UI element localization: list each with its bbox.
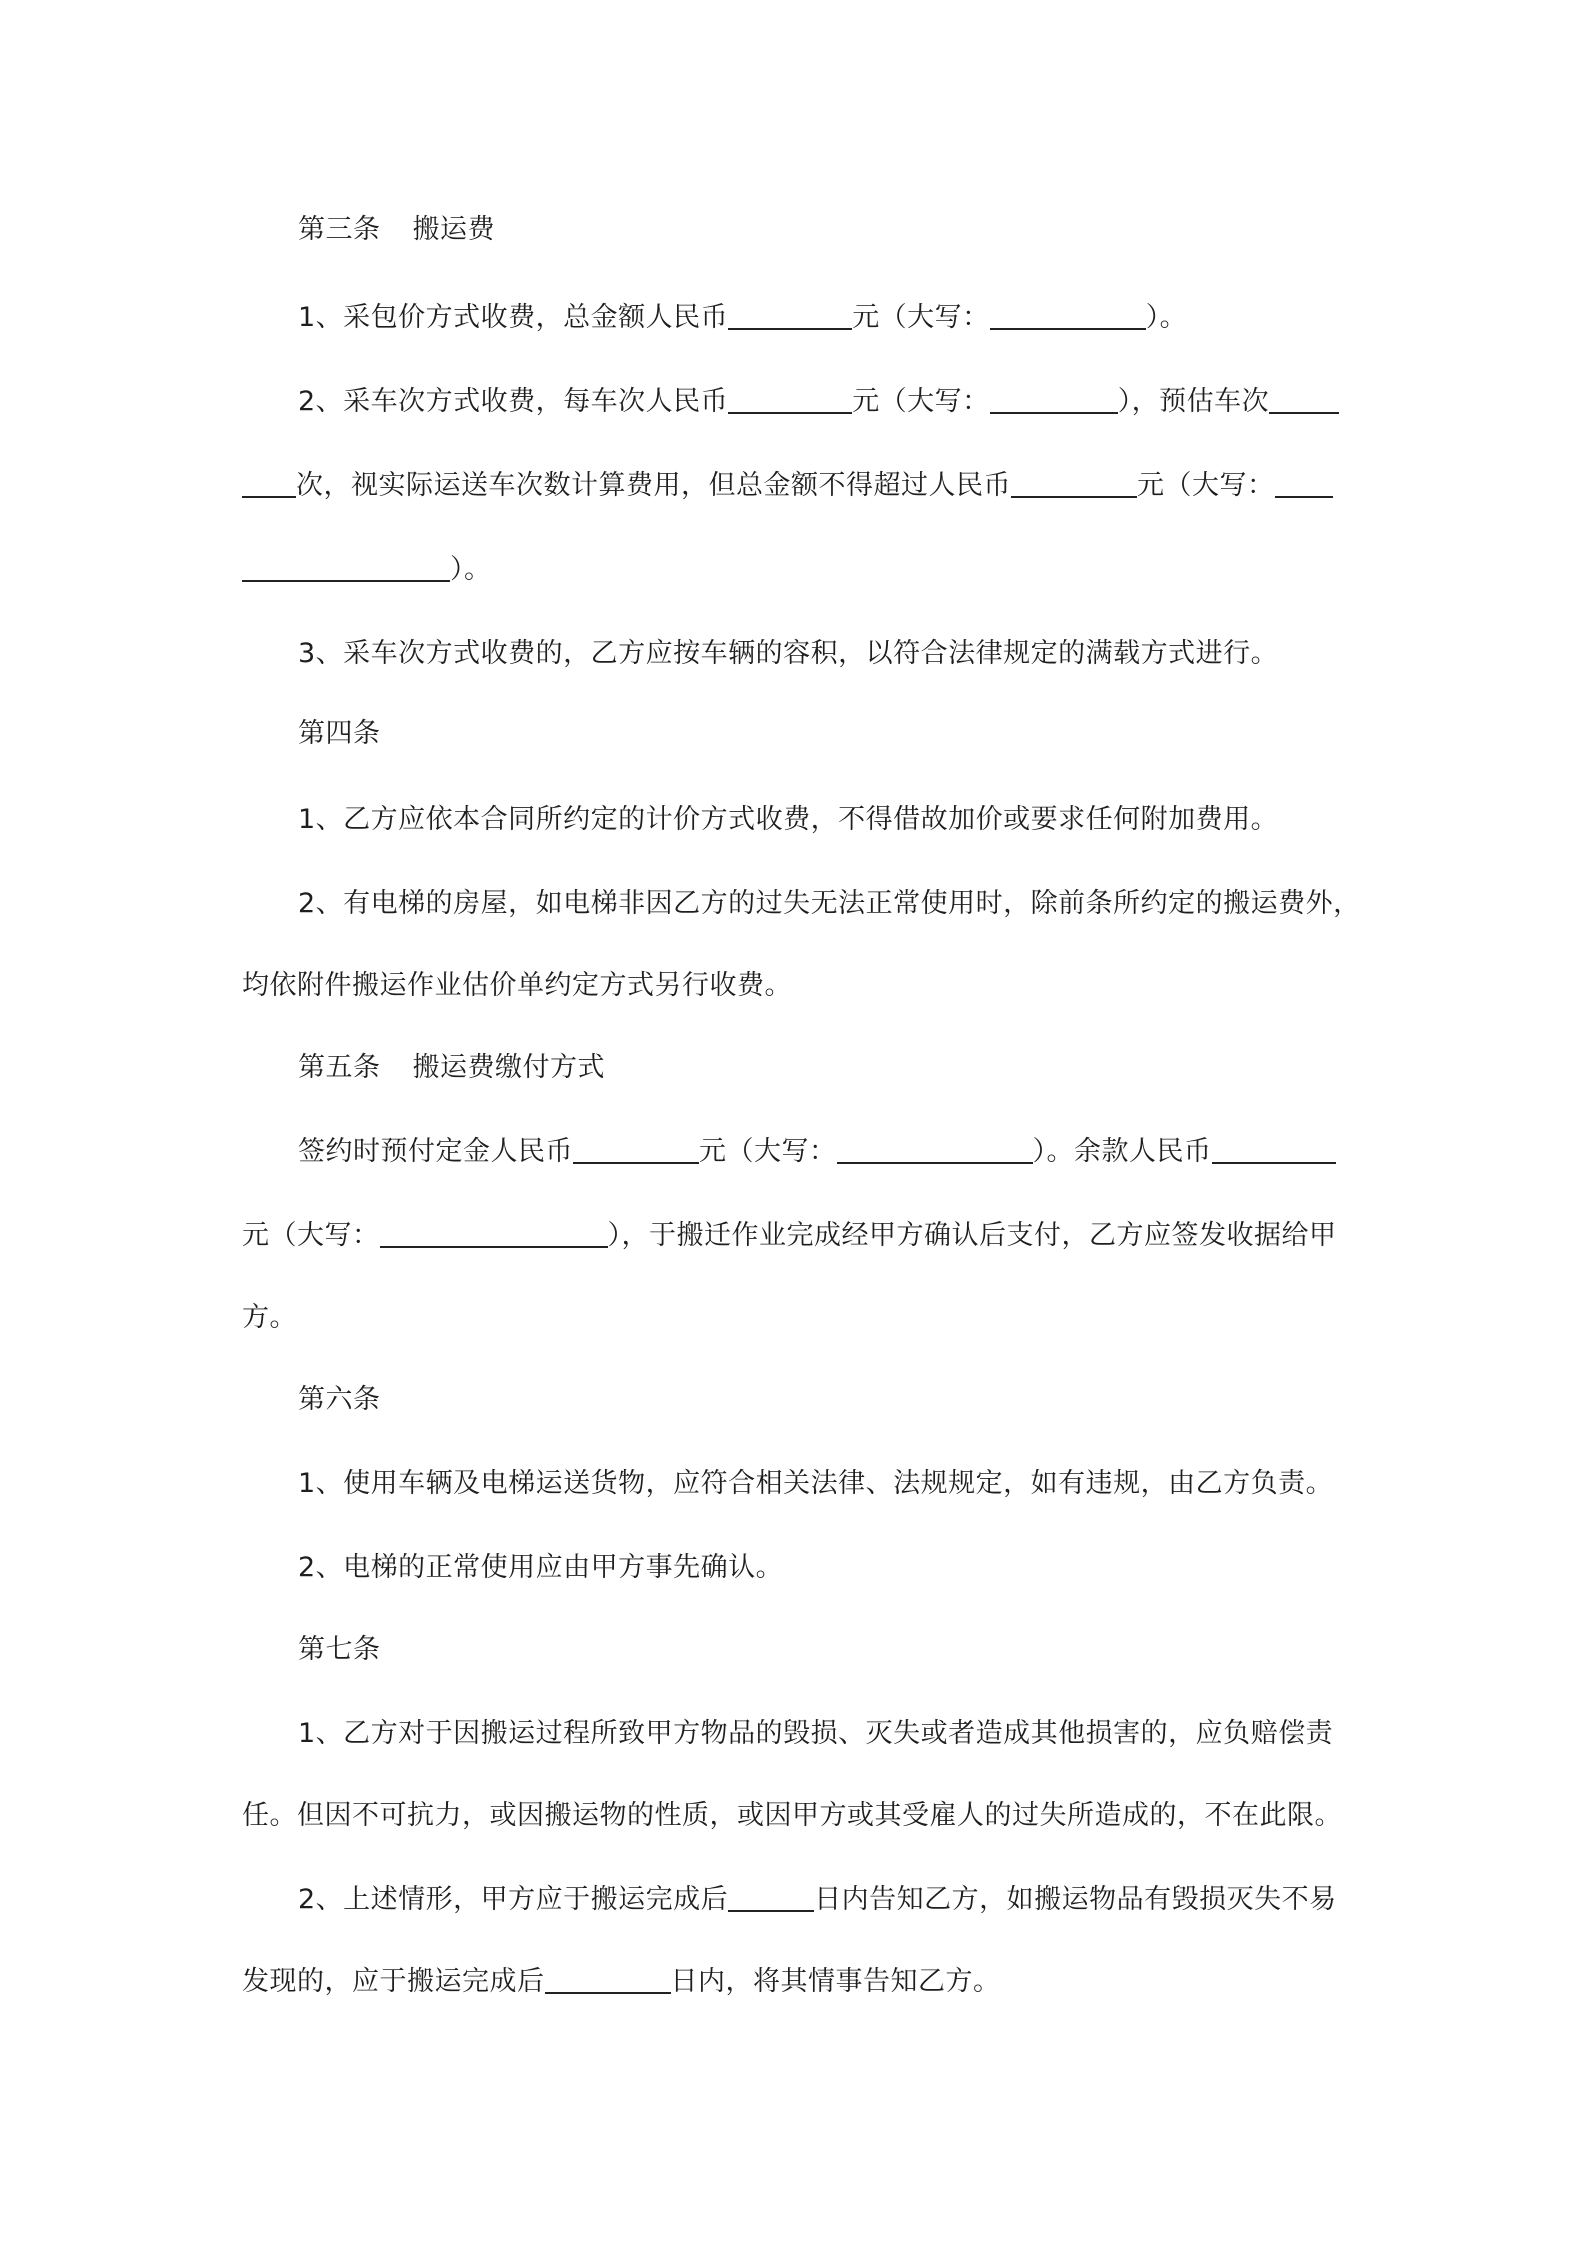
blank-total-amount[interactable]: [728, 300, 852, 330]
article3-item1: [242, 298, 1418, 338]
blank-balance-capital[interactable]: [380, 1218, 608, 1248]
article3-item1-text-a: 1、采包价方式收费，总金额人民币: [298, 302, 729, 333]
article7-item2-line1: [242, 1880, 1418, 1920]
article3-heading-line: [242, 210, 1418, 250]
article6-item2: 2、电梯的正常使用应由甲方事先确认。: [298, 1552, 784, 1583]
blank-total-amount-capital[interactable]: [990, 300, 1146, 330]
article7-item2-text-d: 日内，将其情事告知乙方。: [670, 1966, 1001, 1997]
article5-text-a: 签约时预付定金人民币: [298, 1136, 573, 1167]
article7-item2-text-c: 发现的，应于搬运完成后: [242, 1966, 545, 1997]
article5-title: 搬运费缴付方式: [412, 1052, 605, 1083]
article7-item2-line2: [242, 1962, 1362, 2002]
blank-estimated-trips[interactable]: [1269, 384, 1339, 414]
article5-line3: 方。: [242, 1302, 297, 1333]
article3-heading: 第三条: [298, 214, 381, 245]
article5-text-b: 元（大写：: [699, 1136, 837, 1167]
article5-text-e: ），于搬迁作业完成经甲方确认后支付，乙方应签发收据给甲: [607, 1220, 1337, 1251]
article3-item2-text-d: 次，视实际运送车次数计算费用，但总金额不得超过人民币: [296, 470, 1011, 501]
blank-notify-days[interactable]: [728, 1882, 814, 1912]
article7-item1-line2: 任。但因不可抗力，或因搬运物的性质，或因甲方或其受雇人的过失所造成的，不在此限。: [242, 1800, 1342, 1831]
blank-max-amount-capital[interactable]: [1275, 468, 1333, 498]
article3-item3: 3、采车次方式收费的，乙方应按车辆的容积，以符合法律规定的满载方式进行。: [298, 638, 1279, 669]
article5-heading-line: [242, 1048, 1418, 1088]
blank-max-amount[interactable]: [1011, 468, 1137, 498]
article5-text-c: ）。余款人民币: [1032, 1136, 1212, 1167]
article3-item2-text-b: 元（大写：: [852, 386, 990, 417]
blank-deposit-capital[interactable]: [837, 1134, 1033, 1164]
article3-item2-line1: [242, 382, 1418, 422]
article4-item1: 1、乙方应依本合同所约定的计价方式收费，不得借故加价或要求任何附加费用。: [298, 804, 1279, 835]
article3-item2-line2: [242, 466, 1362, 506]
article3-item2-text-f: ）。: [450, 554, 492, 585]
article5-line1: [242, 1132, 1418, 1172]
article7-item1-line1: 1、乙方对于因搬运过程所致甲方物品的毁损、灭失或者造成其他损害的，应负赔偿责: [298, 1718, 1334, 1749]
article6-item1: 1、使用车辆及电梯运送货物，应符合相关法律、法规规定，如有违规，由乙方负责。: [298, 1468, 1334, 1499]
blank-estimated-trips-cont[interactable]: [242, 468, 296, 498]
article4-item2-line1: 2、有电梯的房屋，如电梯非因乙方的过失无法正常使用时，除前条所约定的搬运费外，: [298, 888, 1361, 919]
article3-item2-text-a: 2、采车次方式收费，每车次人民币: [298, 386, 729, 417]
blank-per-trip-capital[interactable]: [990, 384, 1118, 414]
blank-deposit-amount[interactable]: [573, 1134, 699, 1164]
article4-item2-line2: 均依附件搬运作业估价单约定方式另行收费。: [242, 970, 792, 1001]
article3-title: 搬运费: [412, 214, 495, 245]
article7-heading: 第七条: [298, 1634, 381, 1665]
blank-per-trip-amount[interactable]: [728, 384, 852, 414]
article5-text-d: 元（大写：: [242, 1220, 380, 1251]
article3-item2-line3: [242, 550, 1362, 590]
blank-hidden-damage-days[interactable]: [545, 1964, 671, 1994]
article3-item1-text-c: ）。: [1145, 302, 1188, 333]
article7-item2-text-b: 日内告知乙方，如搬运物品有毁损灭失不易: [814, 1884, 1337, 1915]
article3-item1-text-b: 元（大写：: [852, 302, 990, 333]
blank-balance-amount[interactable]: [1212, 1134, 1336, 1164]
article5-line2: [242, 1216, 1362, 1256]
article5-heading: 第五条: [298, 1052, 381, 1083]
blank-max-amount-capital-cont[interactable]: [242, 552, 450, 582]
article3-item2-text-e: 元（大写：: [1137, 470, 1275, 501]
article3-item2-text-c: ），预估车次: [1117, 386, 1270, 417]
article7-item2-text-a: 2、上述情形，甲方应于搬运完成后: [298, 1884, 729, 1915]
article6-heading: 第六条: [298, 1384, 381, 1415]
article4-heading: 第四条: [298, 718, 381, 749]
